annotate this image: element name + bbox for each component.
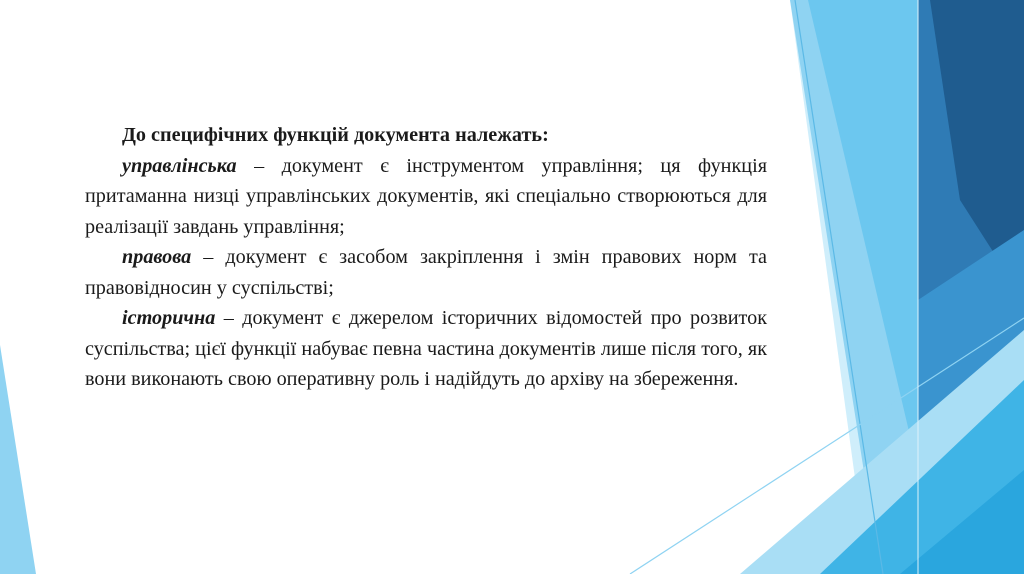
term-management: управлінська — [122, 154, 237, 177]
text-management: – документ є інструментом управління; ця функція притаманна низці управлінських документів, які спеціально створюються для реалізації завдань управління; — [85, 154, 767, 238]
text-block — [85, 120, 767, 395]
item-paragraph-historical — [85, 303, 767, 395]
item-paragraph-management — [85, 151, 767, 243]
heading-paragraph — [85, 120, 767, 151]
text-legal: – документ є засобом закріплення і змін правових норм та правовідносин у суспільстві; — [85, 246, 767, 299]
term-historical: історична — [122, 307, 216, 329]
heading: До специфічних функцій документа належать: — [122, 124, 549, 146]
item-paragraph-legal — [85, 242, 767, 303]
term-legal: правова — [122, 246, 192, 268]
text-historical: – документ є джерелом історичних відомостей про розвиток суспільства; цієї функції набуває певна частина документів лише після того, як вони виконають свою оперативну роль і надійдуть до архіву на збереження. — [85, 307, 767, 390]
left-edge-shape — [0, 345, 36, 574]
